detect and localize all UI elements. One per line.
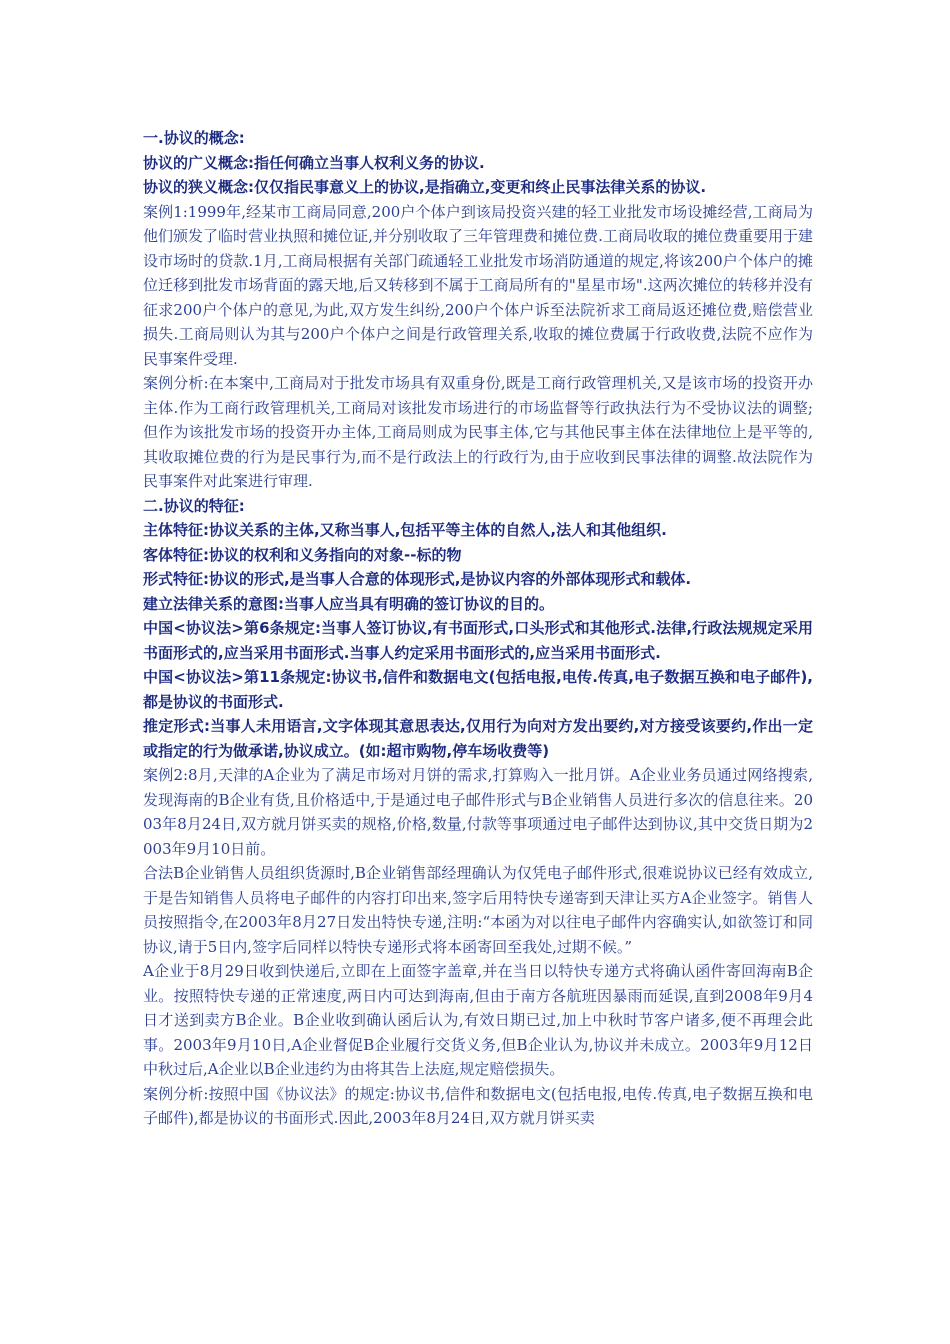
narrow-concept-paragraph: 协议的狭义概念:仅仅指民事意义上的协议,是指确立,变更和终止民事法律关系的协议. — [143, 178, 707, 196]
case-2-paragraph: 案例2:8月,天津的A企业为了满足市场对月饼的需求,打算购入一批月饼。A企业业务员通过网络搜索,发现海南的B企业有货,且价格适中,于是通过电子邮件形式与B企业销售人员进行多次的信息往来。2003年8月24日,双方就月饼买卖的规格,价格,数量,付款等事项通过电子邮件达到协议,其中交货日期为2003年9月10日前。 — [143, 766, 813, 858]
section-heading-concept: 一.协议的概念: — [143, 129, 245, 147]
document-page — [143, 126, 813, 1131]
case-2-outcome-paragraph: A企业于8月29日收到快递后,立即在上面签字盖章,并在当日以特快专递方式将确认函件寄回海南B企业。按照特快专递的正常速度,两日内可达到海南,但由于南方各航班因暴雨而延误,直到2008年9月4日才送到卖方B企业。B企业收到确认函后认为,有效日期已过,加上中秋时节客户诸多,便不再理会此事。2003年9月10日,A企业督促B企业履行交货义务,但B企业认为,协议并未成立。2003年9月12日中秋过后,A企业以B企业违约为由将其告上法庭,规定赔偿损失。 — [143, 962, 813, 1078]
article-11-paragraph: 中国<协议法>第11条规定:协议书,信件和数据电文(包括电报,电传.传真,电子数据互换和电子邮件),都是协议的书面形式. — [143, 668, 813, 711]
case-1-paragraph: 案例1:1999年,经某市工商局同意,200户个体户到该局投资兴建的轻工业批发市场设摊经营,工商局为他们颁发了临时营业执照和摊位证,并分别收取了三年管理费和摊位费.工商局收取的摊位费重要用于建设市场时的贷款.1月,工商局根据有关部门疏通轻工业批发市场消防通道的规定,将该200户个体户的摊位迁移到批发市场背面的露天地,后又转移到不属于工商局所有的"星星市场".这两次摊位的转移并没有征求200户个体户的意见,为此,双方发生纠纷,200户个体户诉至法院祈求工商局返还摊位费,赔偿营业损失.工商局则认为其与200户个体户之间是行政管理关系,收取的摊位费属于行政收费,法院不应作为民事案件受理. — [143, 202, 813, 368]
case-2-analysis-paragraph: 案例分析:按照中国《协议法》的规定:协议书,信件和数据电文(包括电报,电传.传真,电子数据互换和电子邮件),都是协议的书面形式.因此,2003年8月24日,双方就月饼买卖 — [143, 1084, 813, 1127]
form-feature-paragraph: 形式特征:协议的形式,是当事人合意的体现形式,是协议内容的外部体现形式和载体. — [143, 570, 692, 588]
article-6-paragraph: 中国<协议法>第6条规定:当事人签订协议,有书面形式,口头形式和其他形式.法律,行政法规规定采用书面形式的,应当采用书面形式.当事人约定采用书面形式的,应当采用书面形式. — [143, 619, 813, 662]
broad-concept-paragraph: 协议的广义概念:指任何确立当事人权利义务的协议. — [143, 153, 485, 172]
intent-paragraph: 建立法律关系的意图:当事人应当具有明确的签订协议的目的。 — [143, 594, 555, 613]
subject-feature-paragraph: 主体特征:协议关系的主体,又称当事人,包括平等主体的自然人,法人和其他组织. — [143, 521, 667, 539]
case-2-continued-paragraph: 合法B企业销售人员组织货源时,B企业销售部经理确认为仅凭电子邮件形式,很难说协议已经有效成立, 于是告知销售人员将电子邮件的内容打印出来,签字后用特快专递寄到天津让买方A企业签字。销售人员按照指令,在2003年8月27日发出特快专递,注明:“本函为对以往电子邮件内容确实认,如欲签订和同协议,请于5日内,签字后同样以特快专递形式将本函寄回至我处,过期不候。” — [143, 864, 813, 956]
object-feature-paragraph: 客体特征:协议的权利和义务指向的对象--标的物 — [143, 545, 462, 564]
case-1-analysis-paragraph: 案例分析:在本案中,工商局对于批发市场具有双重身份,既是工商行政管理机关,又是该市场的投资开办主体.作为工商行政管理机关,工商局对该批发市场进行的市场监督等行政执法行为不受协议法的调整;但作为该批发市场的投资开办主体,工商局则成为民事主体,它与其他民事主体在法律地位上是平等的,其收取摊位费的行为是民事行为,而不是行政法上的行政行为,由于应收到民事法律的调整.故法院作为民事案件对此案进行审理. — [143, 374, 813, 490]
implied-form-paragraph: 推定形式:当事人未用语言,文字体现其意思表达,仅用行为向对方发出要约,对方接受该要约,作出一定或指定的行为做承诺,协议成立。(如:超市购物,停车场收费等) — [143, 717, 813, 760]
section-heading-features: 二.协议的特征: — [143, 496, 245, 515]
